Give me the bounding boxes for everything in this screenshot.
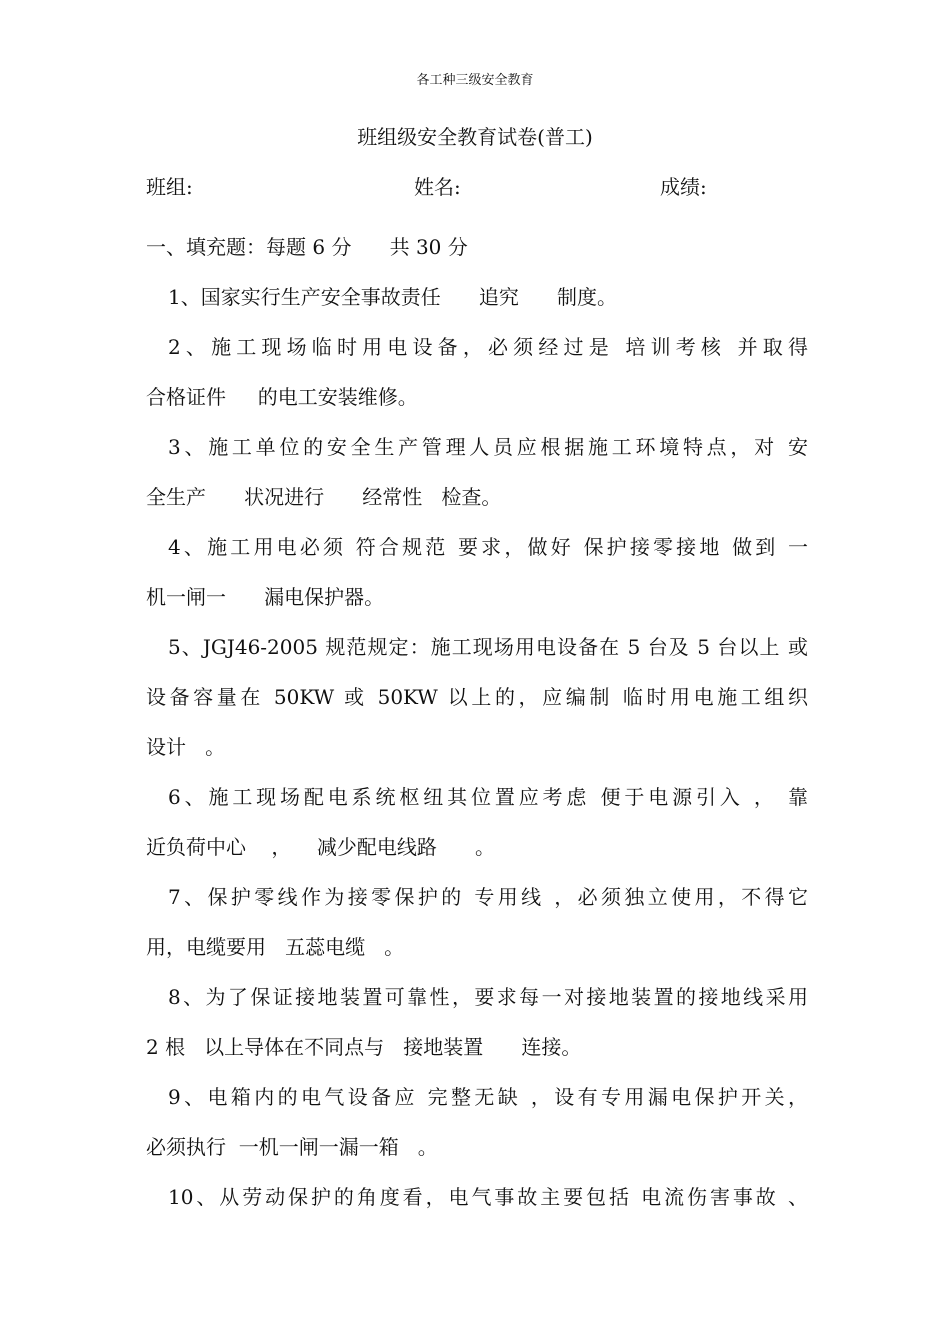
name-label: 姓名: bbox=[414, 175, 461, 199]
page-title: 班组级安全教育试卷(普工) bbox=[357, 125, 593, 149]
question-3-line-1: 3、施工单位的安全生产管理人员应根据施工环境特点，对 安 bbox=[168, 435, 808, 459]
question-7-line-1: 7、保护零线作为接零保护的 专用线 ，必须独立使用，不得它 bbox=[168, 885, 808, 909]
section-heading: 一、填充题：每题 6 分 共 30 分 bbox=[146, 235, 468, 259]
question-2-line-1: 2、施工现场临时用电设备，必须经过是 培训考核 并取得 bbox=[168, 335, 808, 359]
question-2-line-2: 合格证件 的电工安装维修。 bbox=[146, 385, 418, 409]
question-8-line-1: 8、为了保证接地装置可靠性，要求每一对接地装置的接地线采用 bbox=[168, 985, 808, 1009]
question-3-line-2: 全生产 状况进行 经常性 检查。 bbox=[146, 485, 502, 509]
question-7-line-2: 用，电缆要用 五蕊电缆 。 bbox=[146, 935, 405, 959]
question-1: 1、国家实行生产安全事故责任 追究 制度。 bbox=[168, 285, 618, 309]
question-6-line-1: 6、施工现场配电系统枢纽其位置应考虑 便于电源引入 ， 靠 bbox=[168, 785, 808, 809]
question-5-line-1: 5、JGJ46-2005 规范规定：施工现场用电设备在 5 台及 5 台以上 或 bbox=[168, 635, 808, 659]
score-label: 成绩: bbox=[660, 175, 707, 199]
question-6-line-2: 近负荷中心 ， 减少配电线路 。 bbox=[146, 835, 496, 859]
exam-body bbox=[146, 222, 808, 1222]
question-8-line-2: 2 根 以上导体在不同点与 接地装置 连接。 bbox=[146, 1035, 582, 1059]
question-4-line-2: 机一闸一 漏电保护器。 bbox=[146, 585, 385, 609]
class-label: 班组: bbox=[146, 175, 193, 199]
question-4-line-1: 4、施工用电必须 符合规范 要求，做好 保护接零接地 做到 一 bbox=[168, 535, 808, 559]
question-10-line-1: 10、从劳动保护的角度看，电气事故主要包括 电流伤害事故 、 bbox=[168, 1185, 808, 1209]
question-5-line-3: 设计 。 bbox=[146, 735, 226, 759]
exam-info-row bbox=[146, 172, 806, 202]
running-header: 各工种三级安全教育 bbox=[416, 73, 534, 88]
question-9-line-2: 必须执行 一机一闸一漏一箱 。 bbox=[146, 1135, 438, 1159]
question-5-line-2: 设备容量在 50KW 或 50KW 以上的，应编制 临时用电施工组织 bbox=[146, 685, 808, 709]
question-9-line-1: 9、电箱内的电气设备应 完整无缺 ，设有专用漏电保护开关， bbox=[168, 1085, 808, 1109]
